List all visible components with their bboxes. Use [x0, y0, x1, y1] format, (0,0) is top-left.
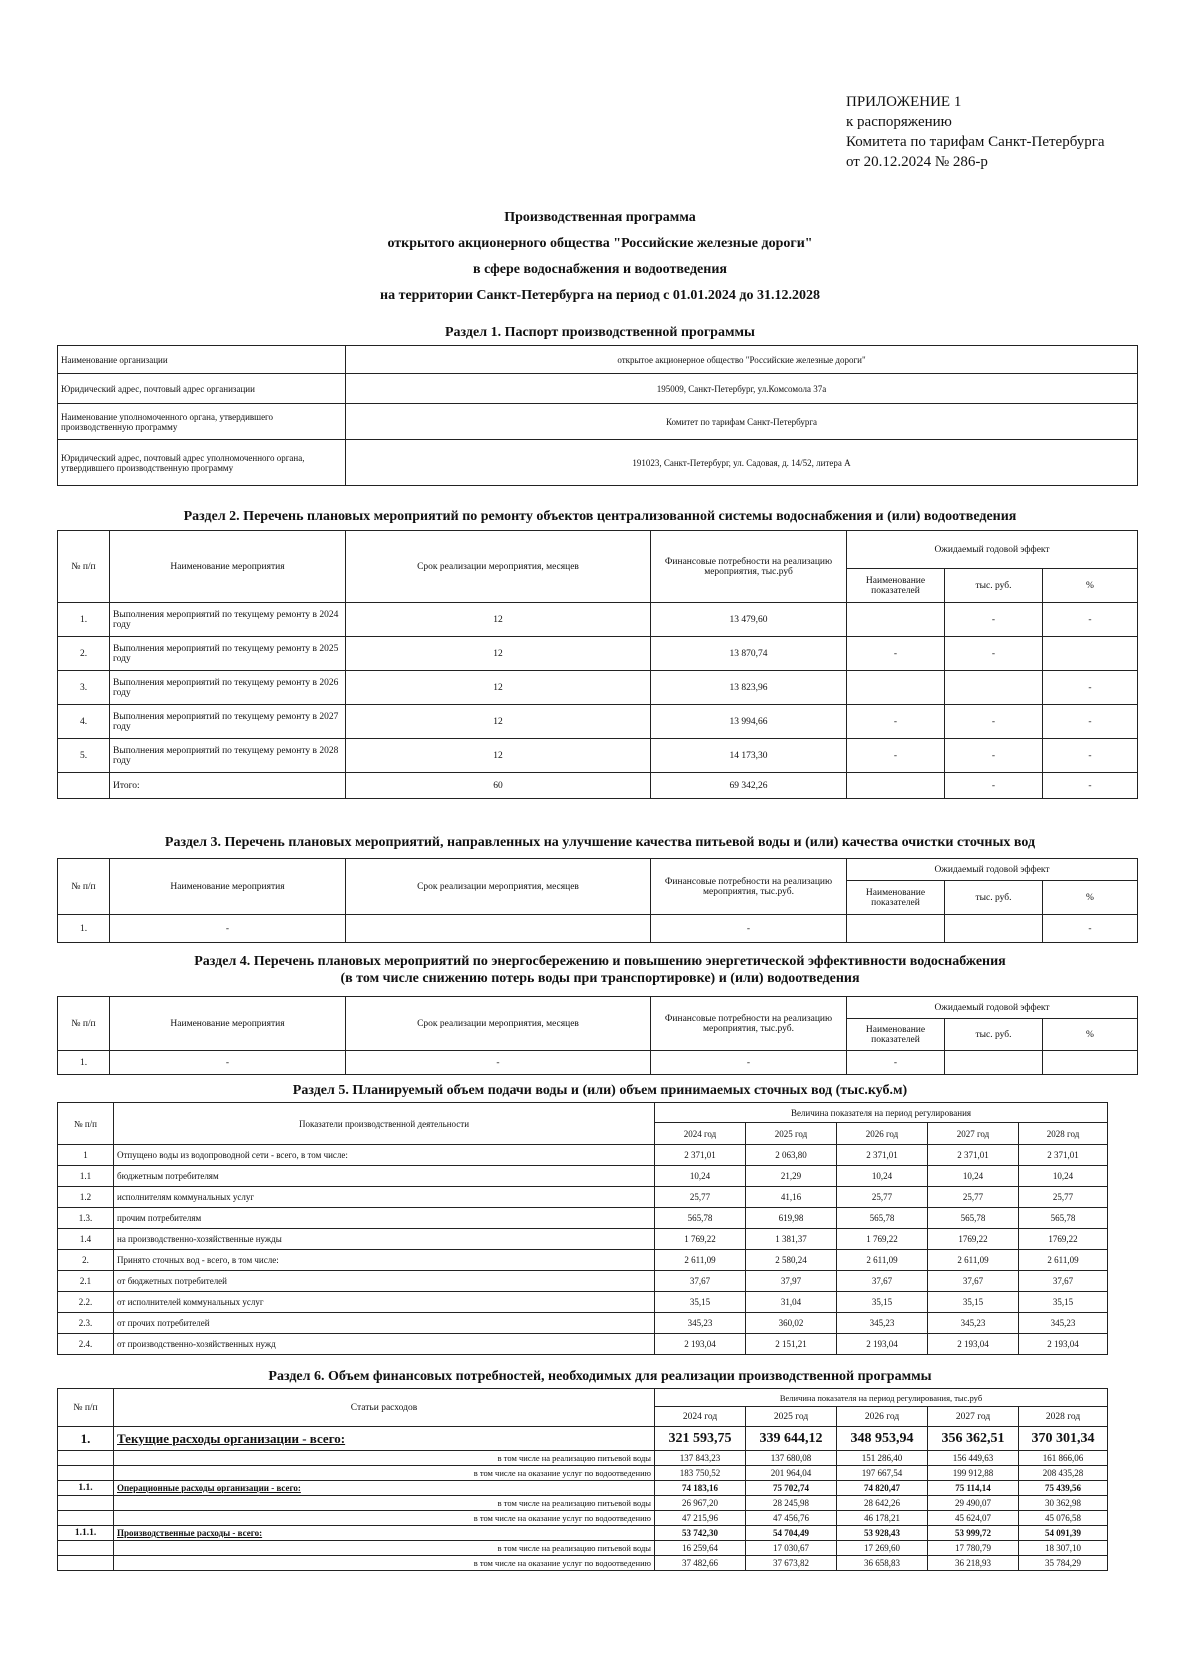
cell-name: бюджетным потребителям: [114, 1166, 655, 1187]
header-pct: %: [1043, 881, 1138, 915]
passport-value: 191023, Санкт-Петербург, ул. Садовая, д. 14/52, литера А: [346, 440, 1138, 486]
cell-value: 1769,22: [928, 1229, 1019, 1250]
cell-value: 37,97: [746, 1271, 837, 1292]
cell-name: -: [110, 915, 346, 943]
cell-value: 45 076,58: [1019, 1511, 1108, 1526]
cell-value: 18 307,10: [1019, 1541, 1108, 1556]
table-row: [58, 346, 1138, 374]
cell-indicator: [847, 915, 945, 943]
header-name: Наименование мероприятия: [110, 859, 346, 915]
cell-rub: [945, 1051, 1043, 1075]
table-row: [58, 1556, 1108, 1571]
cell-name: в том числе на оказание услуг по водоотведению: [114, 1466, 655, 1481]
cell-value: 2 371,01: [655, 1145, 746, 1166]
cell-finance: 69 342,26: [651, 773, 847, 799]
table-row: [58, 1187, 1108, 1208]
header-term: Срок реализации мероприятия, месяцев: [346, 531, 651, 603]
cell-pct: -: [1043, 739, 1138, 773]
cell-name: Производственные расходы - всего:: [114, 1526, 655, 1541]
header-pct: %: [1043, 569, 1138, 603]
cell-num: [58, 1511, 114, 1526]
cell-value: 47 456,76: [746, 1511, 837, 1526]
cell-finance: 13 823,96: [651, 671, 847, 705]
cell-num: 1: [58, 1145, 114, 1166]
passport-value: 195009, Санкт-Петербург, ул.Комсомола 37а: [346, 374, 1138, 404]
cell-value: 156 449,63: [928, 1451, 1019, 1466]
cell-value: 28 245,98: [746, 1496, 837, 1511]
cell-value: 35,15: [655, 1292, 746, 1313]
appendix-header: [846, 92, 1105, 172]
cell-value: 137 843,23: [655, 1451, 746, 1466]
cell-num: [58, 1541, 114, 1556]
header-year: 2025 год: [746, 1407, 837, 1427]
cell-name: от прочих потребителей: [114, 1313, 655, 1334]
header-finance: Финансовые потребности на реализацию мероприятия, тыс.руб: [651, 531, 847, 603]
cell-rub: -: [945, 739, 1043, 773]
table-row: [58, 1466, 1108, 1481]
cell-rub: -: [945, 637, 1043, 671]
cell-name: Выполнения мероприятий по текущему ремонту в 2024 году: [110, 603, 346, 637]
title-line: в сфере водоснабжения и водоотведения: [473, 262, 727, 277]
header-period: Величина показателя на период регулирования, тыс.руб: [655, 1389, 1108, 1407]
cell-name: Выполнения мероприятий по текущему ремонту в 2025 году: [110, 637, 346, 671]
table-row: [58, 404, 1138, 440]
cell-value: 28 642,26: [837, 1496, 928, 1511]
cell-num: 4.: [58, 705, 110, 739]
cell-value: 2 371,01: [1019, 1145, 1108, 1166]
cell-finance: -: [651, 1051, 847, 1075]
cell-num: [58, 1451, 114, 1466]
cell-name: Отпущено воды из водопроводной сети - всего, в том числе:: [114, 1145, 655, 1166]
quality-measures-table: [57, 858, 1138, 943]
header-year: 2026 год: [837, 1123, 928, 1145]
cell-value: 35,15: [1019, 1292, 1108, 1313]
energy-measures-table: [57, 996, 1138, 1075]
document-title: [0, 205, 1200, 309]
passport-value: Комитет по тарифам Санкт-Петербурга: [346, 404, 1138, 440]
cell-num: 2.: [58, 1250, 114, 1271]
header-year: 2027 год: [928, 1407, 1019, 1427]
cell-pct: [1043, 1051, 1138, 1075]
cell-num: 1.1.: [58, 1481, 114, 1496]
cell-value: 75 702,74: [746, 1481, 837, 1496]
cell-name: Текущие расходы организации - всего:: [114, 1427, 655, 1451]
cell-indicator: -: [847, 637, 945, 671]
cell-value: 35,15: [837, 1292, 928, 1313]
table-row: [58, 1051, 1138, 1075]
cell-value: 16 259,64: [655, 1541, 746, 1556]
header-indicator: Наименование показателей: [847, 569, 945, 603]
cell-num: [58, 773, 110, 799]
cell-num: 2.: [58, 637, 110, 671]
cell-term: 12: [346, 739, 651, 773]
cell-num: 1.: [58, 1427, 114, 1451]
cell-pct: [1043, 637, 1138, 671]
header-term: Срок реализации мероприятия, месяцев: [346, 859, 651, 915]
cell-value: 53 999,72: [928, 1526, 1019, 1541]
cell-value: 345,23: [655, 1313, 746, 1334]
header-effect: Ожидаемый годовой эффект: [847, 859, 1138, 881]
cell-value: 370 301,34: [1019, 1427, 1108, 1451]
table-row: [58, 1250, 1108, 1271]
table-row: [58, 1292, 1108, 1313]
cell-indicator: -: [847, 739, 945, 773]
cell-value: 31,04: [746, 1292, 837, 1313]
header-num: № п/п: [58, 1103, 114, 1145]
cell-name: в том числе на реализацию питьевой воды: [114, 1496, 655, 1511]
cell-name: на производственно-хозяйственные нужды: [114, 1229, 655, 1250]
header-name: Наименование мероприятия: [110, 997, 346, 1051]
cell-value: 2 151,21: [746, 1334, 837, 1355]
cell-value: 10,24: [837, 1166, 928, 1187]
header-year: 2024 год: [655, 1407, 746, 1427]
cell-value: 47 215,96: [655, 1511, 746, 1526]
cell-name: в том числе на оказание услуг по водоотведению: [114, 1556, 655, 1571]
appendix-line: ПРИЛОЖЕНИЕ 1: [846, 94, 962, 110]
cell-value: 2 193,04: [655, 1334, 746, 1355]
cell-pct: -: [1043, 705, 1138, 739]
title-line: Производственная программа: [504, 210, 696, 225]
cell-num: 1.4: [58, 1229, 114, 1250]
cell-name: в том числе на реализацию питьевой воды: [114, 1451, 655, 1466]
cell-indicator: -: [847, 1051, 945, 1075]
cell-finance: 13 870,74: [651, 637, 847, 671]
cell-finance: -: [651, 915, 847, 943]
cell-value: 2 611,09: [837, 1250, 928, 1271]
appendix-line: от 20.12.2024 № 286-р: [846, 154, 988, 170]
cell-value: 1 381,37: [746, 1229, 837, 1250]
cell-name: Выполнения мероприятий по текущему ремонту в 2027 году: [110, 705, 346, 739]
cell-value: 183 750,52: [655, 1466, 746, 1481]
cell-name: Выполнения мероприятий по текущему ремонту в 2026 году: [110, 671, 346, 705]
section6-title: Раздел 6. Объем финансовых потребностей, необходимых для реализации производственной программы: [268, 1369, 932, 1384]
cell-name: в том числе на реализацию питьевой воды: [114, 1541, 655, 1556]
cell-value: 35,15: [928, 1292, 1019, 1313]
cell-pct: -: [1043, 773, 1138, 799]
cell-num: 1.: [58, 603, 110, 637]
cell-value: 321 593,75: [655, 1427, 746, 1451]
cell-term: [346, 915, 651, 943]
cell-num: 3.: [58, 671, 110, 705]
cell-value: 208 435,28: [1019, 1466, 1108, 1481]
cell-value: 25,77: [655, 1187, 746, 1208]
cell-value: 161 866,06: [1019, 1451, 1108, 1466]
cell-num: [58, 1496, 114, 1511]
header-rub: тыс. руб.: [945, 1019, 1043, 1051]
table-row: [58, 1427, 1108, 1451]
cell-rub: -: [945, 705, 1043, 739]
cell-term: -: [346, 1051, 651, 1075]
cell-value: 10,24: [655, 1166, 746, 1187]
cell-num: 2.2.: [58, 1292, 114, 1313]
section4-title: [0, 953, 1200, 987]
cell-value: 10,24: [928, 1166, 1019, 1187]
cell-value: 53 928,43: [837, 1526, 928, 1541]
cell-num: 1.: [58, 1051, 110, 1075]
cell-value: 345,23: [837, 1313, 928, 1334]
cell-num: 1.1: [58, 1166, 114, 1187]
cell-name: прочим потребителям: [114, 1208, 655, 1229]
cell-name: Итого:: [110, 773, 346, 799]
header-name: Наименование мероприятия: [110, 531, 346, 603]
cell-value: 17 030,67: [746, 1541, 837, 1556]
cell-pct: -: [1043, 915, 1138, 943]
cell-value: 21,29: [746, 1166, 837, 1187]
table-row: [58, 440, 1138, 486]
cell-value: 54 704,49: [746, 1526, 837, 1541]
cell-value: 36 658,83: [837, 1556, 928, 1571]
cell-value: 75 114,14: [928, 1481, 1019, 1496]
water-volume-rows: [58, 1145, 1108, 1355]
table-row: [58, 1496, 1108, 1511]
header-finance: Финансовые потребности на реализацию мероприятия, тыс.руб.: [651, 859, 847, 915]
cell-num: 2.4.: [58, 1334, 114, 1355]
cell-value: 151 286,40: [837, 1451, 928, 1466]
passport-label: Наименование организации: [58, 346, 346, 374]
header-pct: %: [1043, 1019, 1138, 1051]
header-rub: тыс. руб.: [945, 569, 1043, 603]
cell-value: 360,02: [746, 1313, 837, 1334]
header-num: № п/п: [58, 859, 110, 915]
cell-num: [58, 1556, 114, 1571]
cell-value: 35 784,29: [1019, 1556, 1108, 1571]
header-effect: Ожидаемый годовой эффект: [847, 531, 1138, 569]
cell-name: Операционные расходы организации - всего:: [114, 1481, 655, 1496]
cell-value: 29 490,07: [928, 1496, 1019, 1511]
header-period: Величина показателя на период регулирования: [655, 1103, 1108, 1123]
cell-name: в том числе на оказание услуг по водоотведению: [114, 1511, 655, 1526]
table-row: [58, 1166, 1108, 1187]
header-name: Статьи расходов: [114, 1389, 655, 1427]
header-num: № п/п: [58, 997, 110, 1051]
header-finance: Финансовые потребности на реализацию мероприятия, тыс.руб.: [651, 997, 847, 1051]
table-row: [58, 1145, 1108, 1166]
table-row: [58, 637, 1138, 671]
cell-value: 46 178,21: [837, 1511, 928, 1526]
header-indicator: Наименование показателей: [847, 1019, 945, 1051]
water-volume-table: [57, 1102, 1108, 1355]
cell-indicator: [847, 671, 945, 705]
section5-title: Раздел 5. Планируемый объем подачи воды и (или) объем принимаемых сточных вод (тыс.куб.м): [292, 1083, 908, 1098]
header-year: 2027 год: [928, 1123, 1019, 1145]
passport-table: [57, 345, 1138, 486]
header-name: Показатели производственной деятельности: [114, 1103, 655, 1145]
cell-value: 201 964,04: [746, 1466, 837, 1481]
table-row: [58, 1208, 1108, 1229]
cell-value: 2 193,04: [1019, 1334, 1108, 1355]
cell-value: 25,77: [928, 1187, 1019, 1208]
cell-finance: 13 994,66: [651, 705, 847, 739]
header-term: Срок реализации мероприятия, месяцев: [346, 997, 651, 1051]
passport-label: Юридический адрес, почтовый адрес уполномоченного органа, утвердившего производственную программу: [58, 440, 346, 486]
cell-name: от производственно-хозяйственных нужд: [114, 1334, 655, 1355]
cell-num: [58, 1466, 114, 1481]
cell-value: 1 769,22: [655, 1229, 746, 1250]
cell-value: 345,23: [928, 1313, 1019, 1334]
cell-indicator: [847, 773, 945, 799]
cell-value: 356 362,51: [928, 1427, 1019, 1451]
cell-value: 74 183,16: [655, 1481, 746, 1496]
table-row-total: [58, 773, 1138, 799]
passport-label: Юридический адрес, почтовый адрес организации: [58, 374, 346, 404]
cell-value: 37 673,82: [746, 1556, 837, 1571]
header-year: 2028 год: [1019, 1407, 1108, 1427]
cell-rub: -: [945, 603, 1043, 637]
cell-value: 17 780,79: [928, 1541, 1019, 1556]
cell-value: 1 769,22: [837, 1229, 928, 1250]
cell-rub: -: [945, 773, 1043, 799]
header-num: № п/п: [58, 531, 110, 603]
appendix-line: к распоряжению: [846, 114, 952, 130]
cell-rub: [945, 671, 1043, 705]
cell-name: от исполнителей коммунальных услуг: [114, 1292, 655, 1313]
header-effect: Ожидаемый годовой эффект: [847, 997, 1138, 1019]
passport-label: Наименование уполномоченного органа, утвердившего производственную программу: [58, 404, 346, 440]
cell-finance: 13 479,60: [651, 603, 847, 637]
cell-term: 60: [346, 773, 651, 799]
cell-num: 1.: [58, 915, 110, 943]
cell-value: 30 362,98: [1019, 1496, 1108, 1511]
cell-value: 199 912,88: [928, 1466, 1019, 1481]
cell-name: Принято сточных вод - всего, в том числе:: [114, 1250, 655, 1271]
cell-num: 1.2: [58, 1187, 114, 1208]
appendix-line: Комитета по тарифам Санкт-Петербурга: [846, 134, 1105, 150]
section2-title: Раздел 2. Перечень плановых мероприятий по ремонту объектов централизованной системы водоснабжения и (или) водоотведения: [183, 509, 1017, 524]
cell-value: 565,78: [1019, 1208, 1108, 1229]
cell-indicator: -: [847, 705, 945, 739]
section4-title-line: Раздел 4. Перечень плановых мероприятий по энергосбережению и повышению энергетической эффективности водоснабжения: [194, 954, 1006, 969]
cell-value: 2 063,80: [746, 1145, 837, 1166]
cell-value: 1769,22: [1019, 1229, 1108, 1250]
cell-value: 197 667,54: [837, 1466, 928, 1481]
cell-value: 45 624,07: [928, 1511, 1019, 1526]
cell-name: Выполнения мероприятий по текущему ремонту в 2028 году: [110, 739, 346, 773]
table-row: [58, 1271, 1108, 1292]
cell-value: 75 439,56: [1019, 1481, 1108, 1496]
header-year: 2024 год: [655, 1123, 746, 1145]
section4-title-line: (в том числе снижению потерь воды при транспортировке) и (или) водоотведения: [340, 971, 860, 986]
cell-finance: 14 173,30: [651, 739, 847, 773]
header-indicator: Наименование показателей: [847, 881, 945, 915]
cell-term: 12: [346, 671, 651, 705]
title-line: на территории Санкт-Петербурга на период с 01.01.2024 до 31.12.2028: [380, 288, 820, 303]
cell-name: -: [110, 1051, 346, 1075]
cell-value: 345,23: [1019, 1313, 1108, 1334]
cell-value: 565,78: [837, 1208, 928, 1229]
cell-value: 37 482,66: [655, 1556, 746, 1571]
table-row: [58, 374, 1138, 404]
cell-pct: -: [1043, 671, 1138, 705]
cell-value: 25,77: [1019, 1187, 1108, 1208]
cell-value: 37,67: [837, 1271, 928, 1292]
table-row: [58, 705, 1138, 739]
table-row: [58, 603, 1138, 637]
table-row: [58, 1451, 1108, 1466]
header-rub: тыс. руб.: [945, 881, 1043, 915]
cell-value: 619,98: [746, 1208, 837, 1229]
cell-value: 37,67: [928, 1271, 1019, 1292]
table-row: [58, 1526, 1108, 1541]
cell-value: 2 371,01: [928, 1145, 1019, 1166]
finance-table: [57, 1388, 1108, 1571]
repair-measures-table: [57, 530, 1138, 799]
table-row: [58, 671, 1138, 705]
cell-num: 1.1.1.: [58, 1526, 114, 1541]
section1-title: Раздел 1. Паспорт производственной программы: [445, 325, 755, 340]
cell-value: 37,67: [1019, 1271, 1108, 1292]
cell-value: 2 371,01: [837, 1145, 928, 1166]
cell-value: 2 580,24: [746, 1250, 837, 1271]
table-row: [58, 1481, 1108, 1496]
cell-value: 25,77: [837, 1187, 928, 1208]
cell-value: 565,78: [655, 1208, 746, 1229]
cell-num: 5.: [58, 739, 110, 773]
cell-pct: -: [1043, 603, 1138, 637]
cell-value: 54 091,39: [1019, 1526, 1108, 1541]
cell-term: 12: [346, 603, 651, 637]
cell-num: 2.3.: [58, 1313, 114, 1334]
passport-value: открытое акционерное общество "Российские железные дороги": [346, 346, 1138, 374]
table-row: [58, 1313, 1108, 1334]
title-line: открытого акционерного общества "Российские железные дороги": [387, 236, 813, 251]
cell-term: 12: [346, 637, 651, 671]
cell-value: 37,67: [655, 1271, 746, 1292]
cell-value: 36 218,93: [928, 1556, 1019, 1571]
cell-value: 53 742,30: [655, 1526, 746, 1541]
header-year: 2025 год: [746, 1123, 837, 1145]
cell-value: 10,24: [1019, 1166, 1108, 1187]
cell-value: 2 193,04: [837, 1334, 928, 1355]
header-year: 2026 год: [837, 1407, 928, 1427]
table-row: [58, 915, 1138, 943]
cell-value: 137 680,08: [746, 1451, 837, 1466]
cell-value: 41,16: [746, 1187, 837, 1208]
cell-value: 26 967,20: [655, 1496, 746, 1511]
cell-name: от бюджетных потребителей: [114, 1271, 655, 1292]
cell-value: 2 611,09: [1019, 1250, 1108, 1271]
cell-term: 12: [346, 705, 651, 739]
cell-value: 2 611,09: [655, 1250, 746, 1271]
section3-title: Раздел 3. Перечень плановых мероприятий, направленных на улучшение качества питьевой воды и (или) качества очистки сточных вод: [164, 835, 1036, 850]
cell-value: 339 644,12: [746, 1427, 837, 1451]
cell-value: 2 611,09: [928, 1250, 1019, 1271]
cell-value: 74 820,47: [837, 1481, 928, 1496]
table-row: [58, 739, 1138, 773]
table-row: [58, 1334, 1108, 1355]
header-num: № п/п: [58, 1389, 114, 1427]
cell-name: исполнителям коммунальных услуг: [114, 1187, 655, 1208]
cell-value: 17 269,60: [837, 1541, 928, 1556]
table-row: [58, 1229, 1108, 1250]
cell-num: 2.1: [58, 1271, 114, 1292]
cell-value: 2 193,04: [928, 1334, 1019, 1355]
cell-value: 565,78: [928, 1208, 1019, 1229]
table-row: [58, 1511, 1108, 1526]
cell-indicator: [847, 603, 945, 637]
finance-rows: [58, 1427, 1108, 1571]
cell-rub: [945, 915, 1043, 943]
table-row: [58, 1541, 1108, 1556]
cell-num: 1.3.: [58, 1208, 114, 1229]
cell-value: 348 953,94: [837, 1427, 928, 1451]
header-year: 2028 год: [1019, 1123, 1108, 1145]
